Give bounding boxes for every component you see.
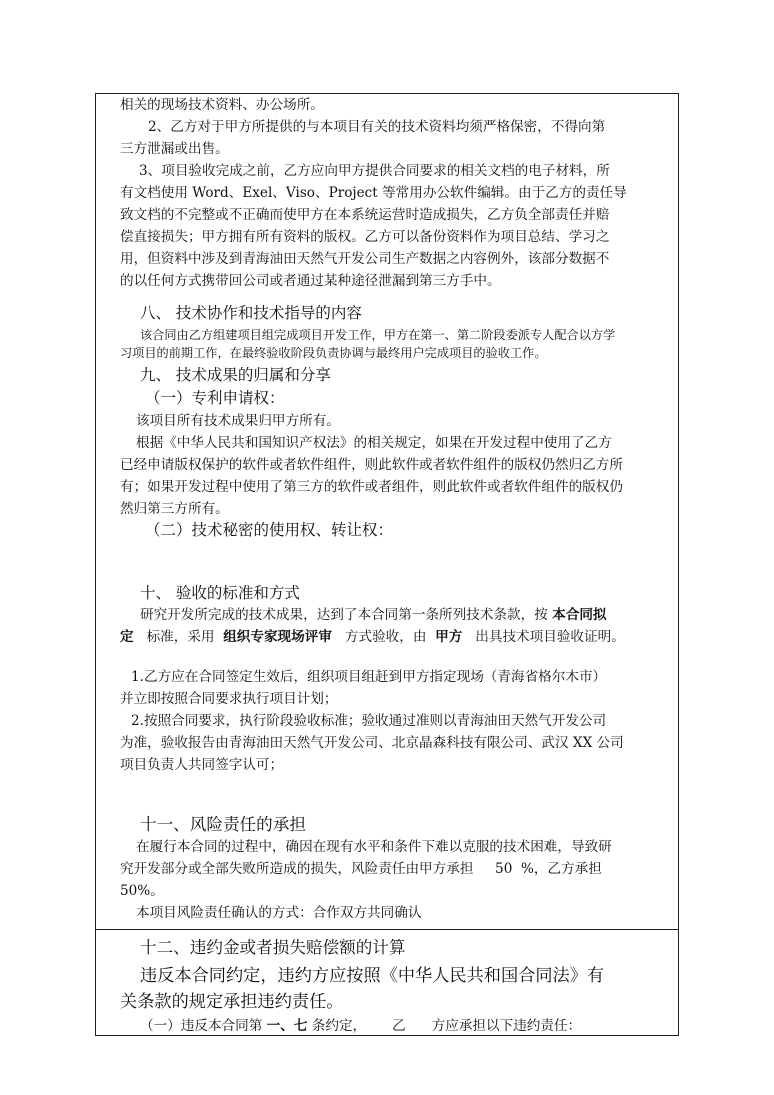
section-9-heading: 九、 技术成果的归属和分享 <box>140 366 331 384</box>
section-10-item-1-cont: 并立即按照合同要求执行项目计划； <box>120 691 338 707</box>
section-8-body: 习项目的前期工作，在最终验收阶段负责协调与最终用户完成项目的验收工作。 <box>120 346 547 360</box>
section-11-heading: 十一、风险责任的承担 <box>140 815 306 834</box>
section-8-heading: 八、 技术协作和技术指导的内容 <box>140 304 362 322</box>
clause-7-item-3-cont: 用，但资料中涉及到青海油田天然气开发公司生产数据之内容例外，该部分数据不 <box>120 251 610 267</box>
section-9-body: 该项目所有技术成果归甲方所有。 <box>136 413 340 429</box>
fill-standard: 本合同拟 <box>552 607 607 623</box>
fill-method: 组织专家现场评审 <box>223 629 332 645</box>
clause-7-item-3: 3、项目验收完成之前，乙方应向甲方提供合同要求的相关文档的电子材料，所 <box>139 163 610 179</box>
section-10-item-2-cont: 为准，验收报告由青海油田天然气开发公司、北京晶森科技有限公司、武汉 XX 公司 <box>120 735 624 751</box>
fill-party: 乙 <box>392 1018 406 1034</box>
section-12-body: 违反本合同约定，违约方应按照《中华人民共和国合同法》有 <box>140 966 605 986</box>
fill-clause-numbers: 一、七 <box>266 1018 308 1034</box>
section-11-body: 50%。 <box>120 883 164 899</box>
fill-risk-percent: 50 <box>495 861 513 877</box>
section-9-subheading-secret: （二）技术秘密的使用权、转让权： <box>145 521 394 539</box>
section-9-body: 根据《中华人民共和国知识产权法》的相关规定，如果在开发过程中使用了乙方 <box>136 435 612 451</box>
clause-7-item-3-cont: 有文档使用 Word、Exel、Viso、Project 等常用办公软件编辑。由于乙方的责任导 <box>120 185 627 201</box>
clause-7-item-3-cont: 的以任何方式携带回公司或者通过某种途径泄漏到第三方手中。 <box>120 273 501 289</box>
clause-7-item-3-cont: 致文档的不完整或不正确而使甲方在本系统运营时造成损失，乙方负全部责任并赔 <box>120 207 610 223</box>
fill-standard-cont: 定 <box>120 629 134 645</box>
section-9-subheading-patent: （一）专利申请权： <box>145 389 285 407</box>
section-10-item-2: 2.按照合同要求，执行阶段验收标准；验收通过准则以青海油田天然气开发公司 <box>131 713 607 729</box>
section-10-body: 定 标准，采用 组织专家现场评审 方式验收，由 甲方 出具技术项目验收证明。 <box>120 629 625 645</box>
clause-7-item-3-cont: 偿直接损失；甲方拥有所有资料的版权。乙方可以备份资料作为项目总结、学习之 <box>120 229 610 245</box>
section-12-clause-1: （一）违反本合同第 一、七 条约定， 乙 方应承担以下违约责任： <box>140 1018 582 1034</box>
section-11-body: 在履行本合同的过程中，确因在现有水平和条件下难以克服的技术困难，导致研 <box>136 839 612 855</box>
section-10-item-2-cont: 项目负责人共同签字认可； <box>120 757 284 773</box>
clause-7-line: 相关的现场技术资料、办公场所。 <box>120 97 324 113</box>
section-10-heading: 十、 验收的标准和方式 <box>140 584 300 602</box>
section-9-body: 有；如果开发过程中使用了第三方的软件或者组件，则此软件或者软件组件的版权仍 <box>120 479 623 495</box>
section-12-heading: 十二、违约金或者损失赔偿额的计算 <box>140 938 406 957</box>
section-11-body: 究开发部分或全部失败所造成的损失，风险责任由甲方承担 50 %，乙方承担 <box>120 861 602 877</box>
fill-issuer: 甲方 <box>435 629 463 645</box>
section-10-item-1: 1.乙方应在合同签定生效后，组织项目组赶到甲方指定现场（青海省格尔木市） <box>131 669 607 685</box>
section-8-body: 该合同由乙方组建项目组完成项目开发工作，甲方在第一、第二阶段委派专人配合以方学 <box>140 328 616 342</box>
section-9-body: 然归第三方所有。 <box>120 501 229 517</box>
section-11-confirm: 本项目风险责任确认的方式：合作双方共同确认 <box>136 905 422 921</box>
section-9-body: 已经申请版权保护的软件或者软件组件，则此软件或者软件组件的版权仍然归乙方所 <box>120 457 623 473</box>
clause-7-item-2: 2、乙方对于甲方所提供的与本项目有关的技术资料均须严格保密，不得向第 <box>148 119 606 135</box>
section-10-body: 研究开发所完成的技术成果，达到了本合同第一条所列技术条款，按 本合同拟 <box>140 607 607 623</box>
section-12-body: 关条款的规定承担违约责任。 <box>120 992 344 1012</box>
clause-7-item-2-cont: 三方泄漏或出售。 <box>120 141 229 157</box>
